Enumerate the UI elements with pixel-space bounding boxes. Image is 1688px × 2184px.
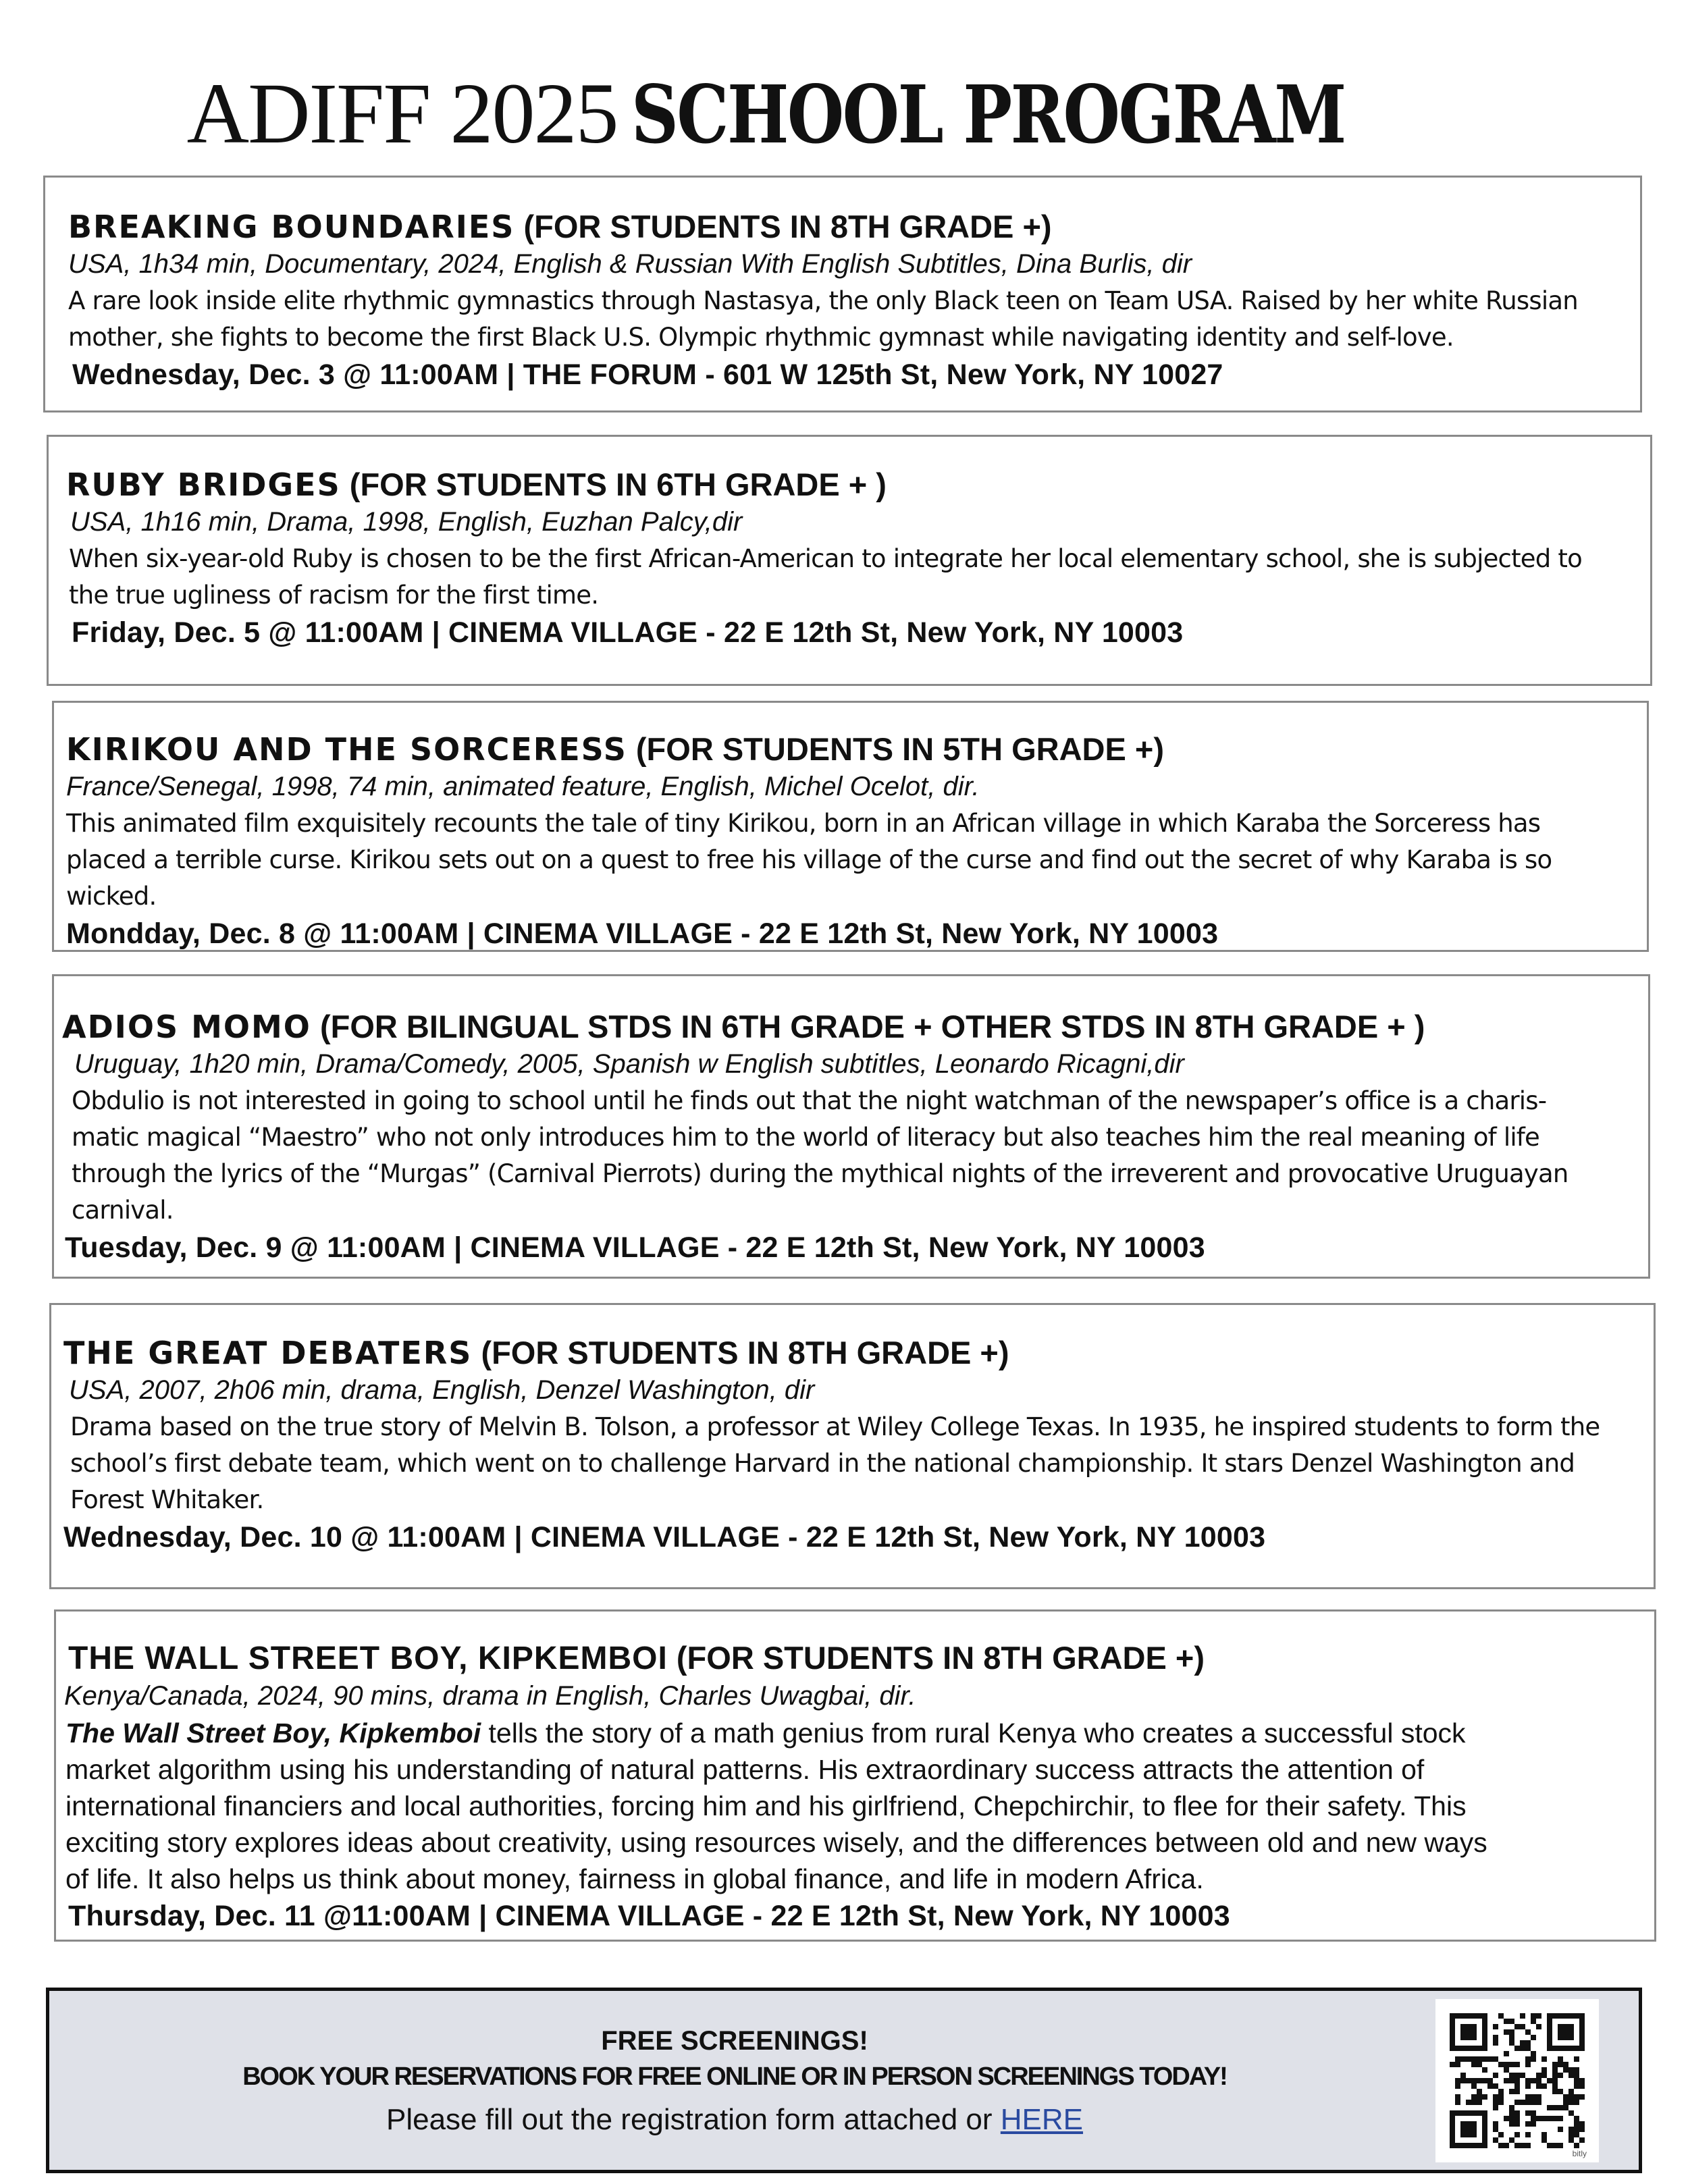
film-audience: (FOR STUDENTS IN 5TH GRADE +)	[627, 731, 1164, 767]
film-card	[43, 176, 1642, 412]
film-screening: Tuesday, Dec. 9 @ 11:00AM | CINEMA VILLAGE - 22 E 12th St, New York, NY 10003	[65, 1231, 1205, 1264]
film-description: Obdulio is not interested in going to school until he finds out that the night watchman of the newspaper’s office is a charis- matic magical “Maestro” who not only introduces him to the world of literacy but also teaches him the real meaning of life through the lyrics of the “Murgas” (Carnival Pierrots) during the mythical nights of the irreverent and provocative Uruguayan carnival.	[72, 1086, 1568, 1225]
film-meta: Uruguay, 1h20 min, Drama/Comedy, 2005, Spanish w English subtitles, Leonardo Ricagni,dir	[74, 1049, 1184, 1079]
film-meta: USA, 1h16 min, Drama, 1998, English, Euzhan Palcy,dir	[70, 507, 743, 537]
film-meta: Kenya/Canada, 2024, 90 mins, drama in English, Charles Uwagbai, dir.	[64, 1681, 916, 1711]
film-title: ADIOS MOMO	[62, 1009, 311, 1045]
footer-banner	[46, 1988, 1642, 2173]
film-meta: USA, 1h34 min, Documentary, 2024, English & Russian With English Subtitles, Dina Burlis, dir	[68, 249, 1192, 279]
qr-code-graphic	[1435, 1999, 1599, 2162]
film-heading	[66, 465, 1582, 504]
film-heading	[66, 730, 1552, 769]
film-description: Drama based on the true story of Melvin B. Tolson, a professor at Wiley College Texas. In 1935, he inspired students to form the school’s first debate team, which went on to challenge Harvard in the national championship. It stars Denzel Washington and Forest Whitaker.	[70, 1412, 1600, 1514]
film-card	[52, 974, 1650, 1279]
film-audience: (FOR STUDENTS IN 6TH GRADE + )	[340, 467, 887, 502]
film-screening: Friday, Dec. 5 @ 11:00AM | CINEMA VILLAGE - 22 E 12th St, New York, NY 10003	[72, 616, 1184, 649]
film-description: The Wall Street Boy, Kipkemboi tells the story of a math genius from rural Kenya who creates a successful stock market algorithm using his understanding of natural patterns. His extraordinary success attracts the attention of international financiers and local authorities, forcing him and his girlfriend, Chepchirchir, to flee for their safety. This exciting story explores ideas about creativity, using resources wisely, and the differences between old and new ways of life. It also helps us think about money, fairness in global finance, and life in modern Africa.	[65, 1717, 1487, 1894]
film-card	[52, 701, 1649, 952]
film-meta: France/Senegal, 1998, 74 min, animated feature, English, Michel Ocelot, dir.	[66, 772, 980, 801]
film-meta: USA, 2007, 2h06 min, drama, English, Denzel Washington, dir	[69, 1375, 815, 1405]
film-heading	[68, 1639, 1487, 1678]
film-title: BREAKING BOUNDARIES	[68, 209, 515, 245]
title-festival: ADIFF 2025	[186, 65, 618, 161]
film-audience: (FOR BILINGUAL STDS IN 6TH GRADE + OTHER STDS IN 8TH GRADE + )	[311, 1009, 1425, 1044]
page-title	[0, 64, 1688, 163]
film-audience: (FOR STUDENTS IN 8TH GRADE +)	[515, 209, 1052, 244]
film-title-inline: The Wall Street Boy, Kipkemboi	[65, 1717, 481, 1749]
film-heading	[68, 207, 1578, 246]
film-screening: Thursday, Dec. 11 @11:00AM | CINEMA VILLAGE - 22 E 12th St, New York, NY 10003	[68, 1900, 1230, 1932]
film-description: When six-year-old Ruby is chosen to be the first African-American to integrate her local elementary school, she is subjected to the true ugliness of racism for the first time.	[69, 544, 1582, 610]
film-heading	[63, 1333, 1600, 1373]
film-audience: (FOR STUDENTS IN 8TH GRADE +)	[472, 1335, 1009, 1370]
film-screening: Wednesday, Dec. 10 @ 11:00AM | CINEMA VILLAGE - 22 E 12th St, New York, NY 10003	[63, 1521, 1266, 1553]
film-description: This animated film exquisitely recounts the tale of tiny Kirikou, born in an African village in which Karaba the Sorceress has placed a terrible curse. Kirikou sets out on a quest to free his village of the curse and find out the secret of why Karaba is so wicked.	[66, 809, 1552, 911]
film-card	[47, 435, 1652, 686]
film-heading	[62, 1007, 1568, 1046]
film-title: THE WALL STREET BOY, KIPKEMBOI	[68, 1641, 668, 1676]
registration-link[interactable]: HERE	[1000, 2103, 1084, 2136]
title-program: SCHOOL PROGRAM	[631, 68, 1345, 161]
film-title: RUBY BRIDGES	[66, 467, 341, 503]
film-title: THE GREAT DEBATERS	[63, 1335, 473, 1371]
footer-subheading: BOOK YOUR RESERVATIONS FOR FREE ONLINE OR IN PERSON SCREENINGS TODAY!	[242, 2062, 1227, 2091]
film-title: KIRIKOU AND THE SORCERESS	[66, 731, 627, 768]
footer-heading: FREE SCREENINGS!	[601, 2026, 868, 2056]
qr-caption: bitly	[1572, 2149, 1587, 2158]
film-screening: Mondday, Dec. 8 @ 11:00AM | CINEMA VILLAGE - 22 E 12th St, New York, NY 10003	[66, 917, 1219, 950]
film-card	[49, 1303, 1656, 1589]
footer-text: Please fill out the registration form attached or HERE	[386, 2103, 1084, 2136]
film-description: A rare look inside elite rhythmic gymnastics through Nastasya, the only Black teen on Team USA. Raised by her white Russian mother, she fights to become the first Black U.S. Olympic rhythmic gymnast while navigating identity and self-love.	[68, 286, 1578, 352]
film-screening: Wednesday, Dec. 3 @ 11:00AM | THE FORUM - 601 W 125th St, New York, NY 10027	[72, 358, 1223, 391]
film-card	[54, 1609, 1656, 1942]
film-audience: (FOR STUDENTS IN 8TH GRADE +)	[667, 1640, 1205, 1676]
qr-code[interactable]	[1435, 1999, 1599, 2162]
